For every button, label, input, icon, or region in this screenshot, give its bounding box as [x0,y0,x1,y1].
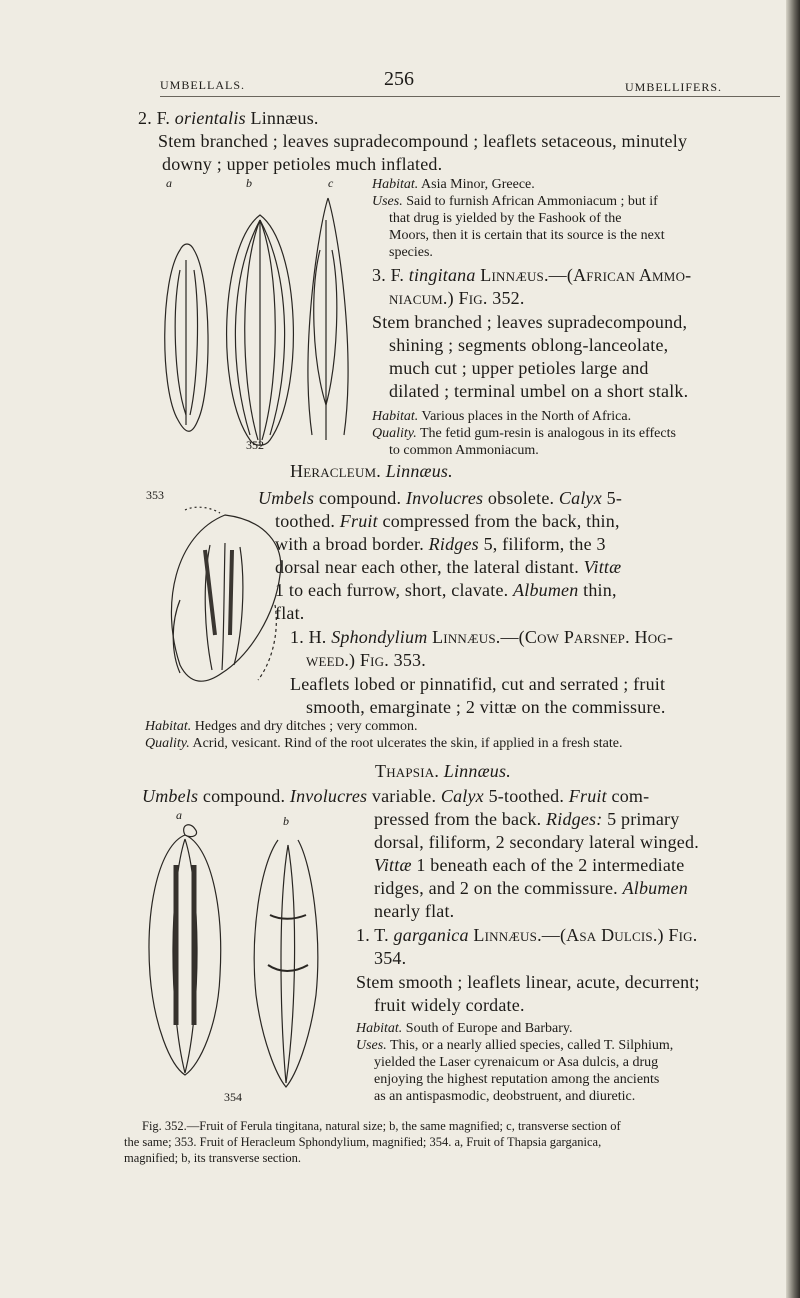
species-heading-tingitana: 3. F. tingitana Linnæus.—(African Ammo- [372,265,692,285]
sphondylium-habitat: Habitat. Hedges and dry ditches ; very common. [145,719,418,734]
page-edge-shadow [786,0,800,1298]
fig352-number: 352 [246,438,264,452]
figure-353-illustration [150,505,300,690]
tingitana-description-3: much cut ; upper petioles large and [389,358,649,378]
orientalis-uses-2: that drug is yielded by the Fashook of the [389,211,622,226]
fig352-label-c: c [328,176,334,190]
garganica-uses-1: Uses. This, or a nearly allied species, called T. Silphium, [356,1038,674,1053]
fig352-label-a: a [166,176,172,190]
figure-caption-1: Fig. 352.—Fruit of Ferula tingitana, natural size; b, the same magnified; c, transverse section of [142,1119,621,1133]
tingitana-quality-2: to common Ammoniacum. [389,443,539,458]
heracleum-line-3: with a broad border. Ridges 5, filiform, the 3 [275,534,606,554]
thapsia-line-2: pressed from the back. Ridges: 5 primary [374,809,680,829]
sphondylium-quality: Quality. Acrid, vesicant. Rind of the root ulcerates the skin, if applied in a fresh state. [145,736,623,751]
thapsia-line-6: nearly flat. [374,901,455,921]
fig352-label-b: b [246,176,252,190]
thapsia-line-1: Umbels compound. Involucres variable. Calyx 5-toothed. Fruit com- [142,786,650,806]
tingitana-description-4: dilated ; terminal umbel on a short stalk. [389,381,689,401]
sphondylium-description-1: Leaflets lobed or pinnatifid, cut and serrated ; fruit [290,674,666,694]
garganica-description-1: Stem smooth ; leaflets linear, acute, decurrent; [356,972,700,992]
garganica-uses-2: yielded the Laser cyrenaicum or Asa dulcis, a drug [374,1055,659,1070]
heracleum-line-2: toothed. Fruit compressed from the back, thin, [275,511,620,531]
tingitana-description-1: Stem branched ; leaves supradecompound, [372,312,688,332]
thapsia-line-3: dorsal, filiform, 2 secondary lateral winged. [374,832,699,852]
orientalis-uses-3: Moors, then it is certain that its source is the next [389,228,665,243]
thapsia-line-5: ridges, and 2 on the commissure. Albumen [374,878,688,898]
figure-354-illustration [140,825,350,1095]
figure-352-illustration [150,190,370,450]
tingitana-quality-1: Quality. The fetid gum-resin is analogous in its effects [372,426,676,441]
running-header-right: UMBELLIFERS. [625,80,723,94]
tingitana-habitat: Habitat. Various places in the North of Africa. [372,409,632,424]
orientalis-uses-1: Uses. Said to furnish African Ammoniacum ; but if [372,194,658,209]
species-heading-garganica: 1. T. garganica Linnæus.—(Asa Dulcis.) Fig. [356,925,698,945]
page-number: 256 [384,68,414,90]
sphondylium-description-2: smooth, emarginate ; 2 vittæ on the commissure. [306,697,666,717]
heracleum-line-1: Umbels compound. Involucres obsolete. Calyx 5- [258,488,623,508]
garganica-heading-2: 354. [374,948,407,968]
garganica-uses-3: enjoying the highest reputation among the ancients [374,1072,660,1087]
garganica-habitat: Habitat. South of Europe and Barbary. [356,1021,573,1036]
figure-caption-3: magnified; b, its transverse section. [124,1151,302,1165]
orientalis-description-1: Stem branched ; leaves supradecompound ; leaflets setaceous, minutely [158,131,688,151]
fig354-number: 354 [224,1090,242,1104]
figure-caption-2: the same; 353. Fruit of Heracleum Sphondylium, magnified; 354. a, Fruit of Thapsia garganica, [124,1135,602,1149]
genus-heading-thapsia: Thapsia. Linnæus. [375,761,511,781]
fig354-label-b: b [283,814,289,828]
header-rule [160,96,780,97]
garganica-uses-4: as an antispasmodic, deobstruent, and diuretic. [374,1089,636,1104]
orientalis-habitat: Habitat. Asia Minor, Greece. [372,177,535,192]
tingitana-heading-2: niacum.) Fig. 352. [389,288,525,308]
species-heading-orientalis: 2. F. orientalis Linnæus. [138,108,319,128]
orientalis-uses-4: species. [389,245,433,260]
sphondylium-heading-2: weed.) Fig. 353. [306,650,426,670]
fig354-label-a: a [176,808,182,822]
thapsia-line-4: Vittæ 1 beneath each of the 2 intermediate [374,855,685,875]
heracleum-line-5: 1 to each furrow, short, clavate. Albumen thin, [275,580,617,600]
garganica-description-2: fruit widely cordate. [374,995,525,1015]
heracleum-line-6: flat. [275,603,305,623]
species-heading-sphondylium: 1. H. Sphondylium Linnæus.—(Cow Parsnep. Hog- [290,627,674,647]
genus-heading-heracleum: Heracleum. Linnæus. [290,461,453,481]
tingitana-description-2: shining ; segments oblong-lanceolate, [389,335,669,355]
fig353-number: 353 [146,488,164,502]
orientalis-description-2: downy ; upper petioles much inflated. [162,154,443,174]
heracleum-line-4: dorsal near each other, the lateral distant. Vittæ [275,557,622,577]
running-header-left: UMBELLALS. [160,78,245,92]
